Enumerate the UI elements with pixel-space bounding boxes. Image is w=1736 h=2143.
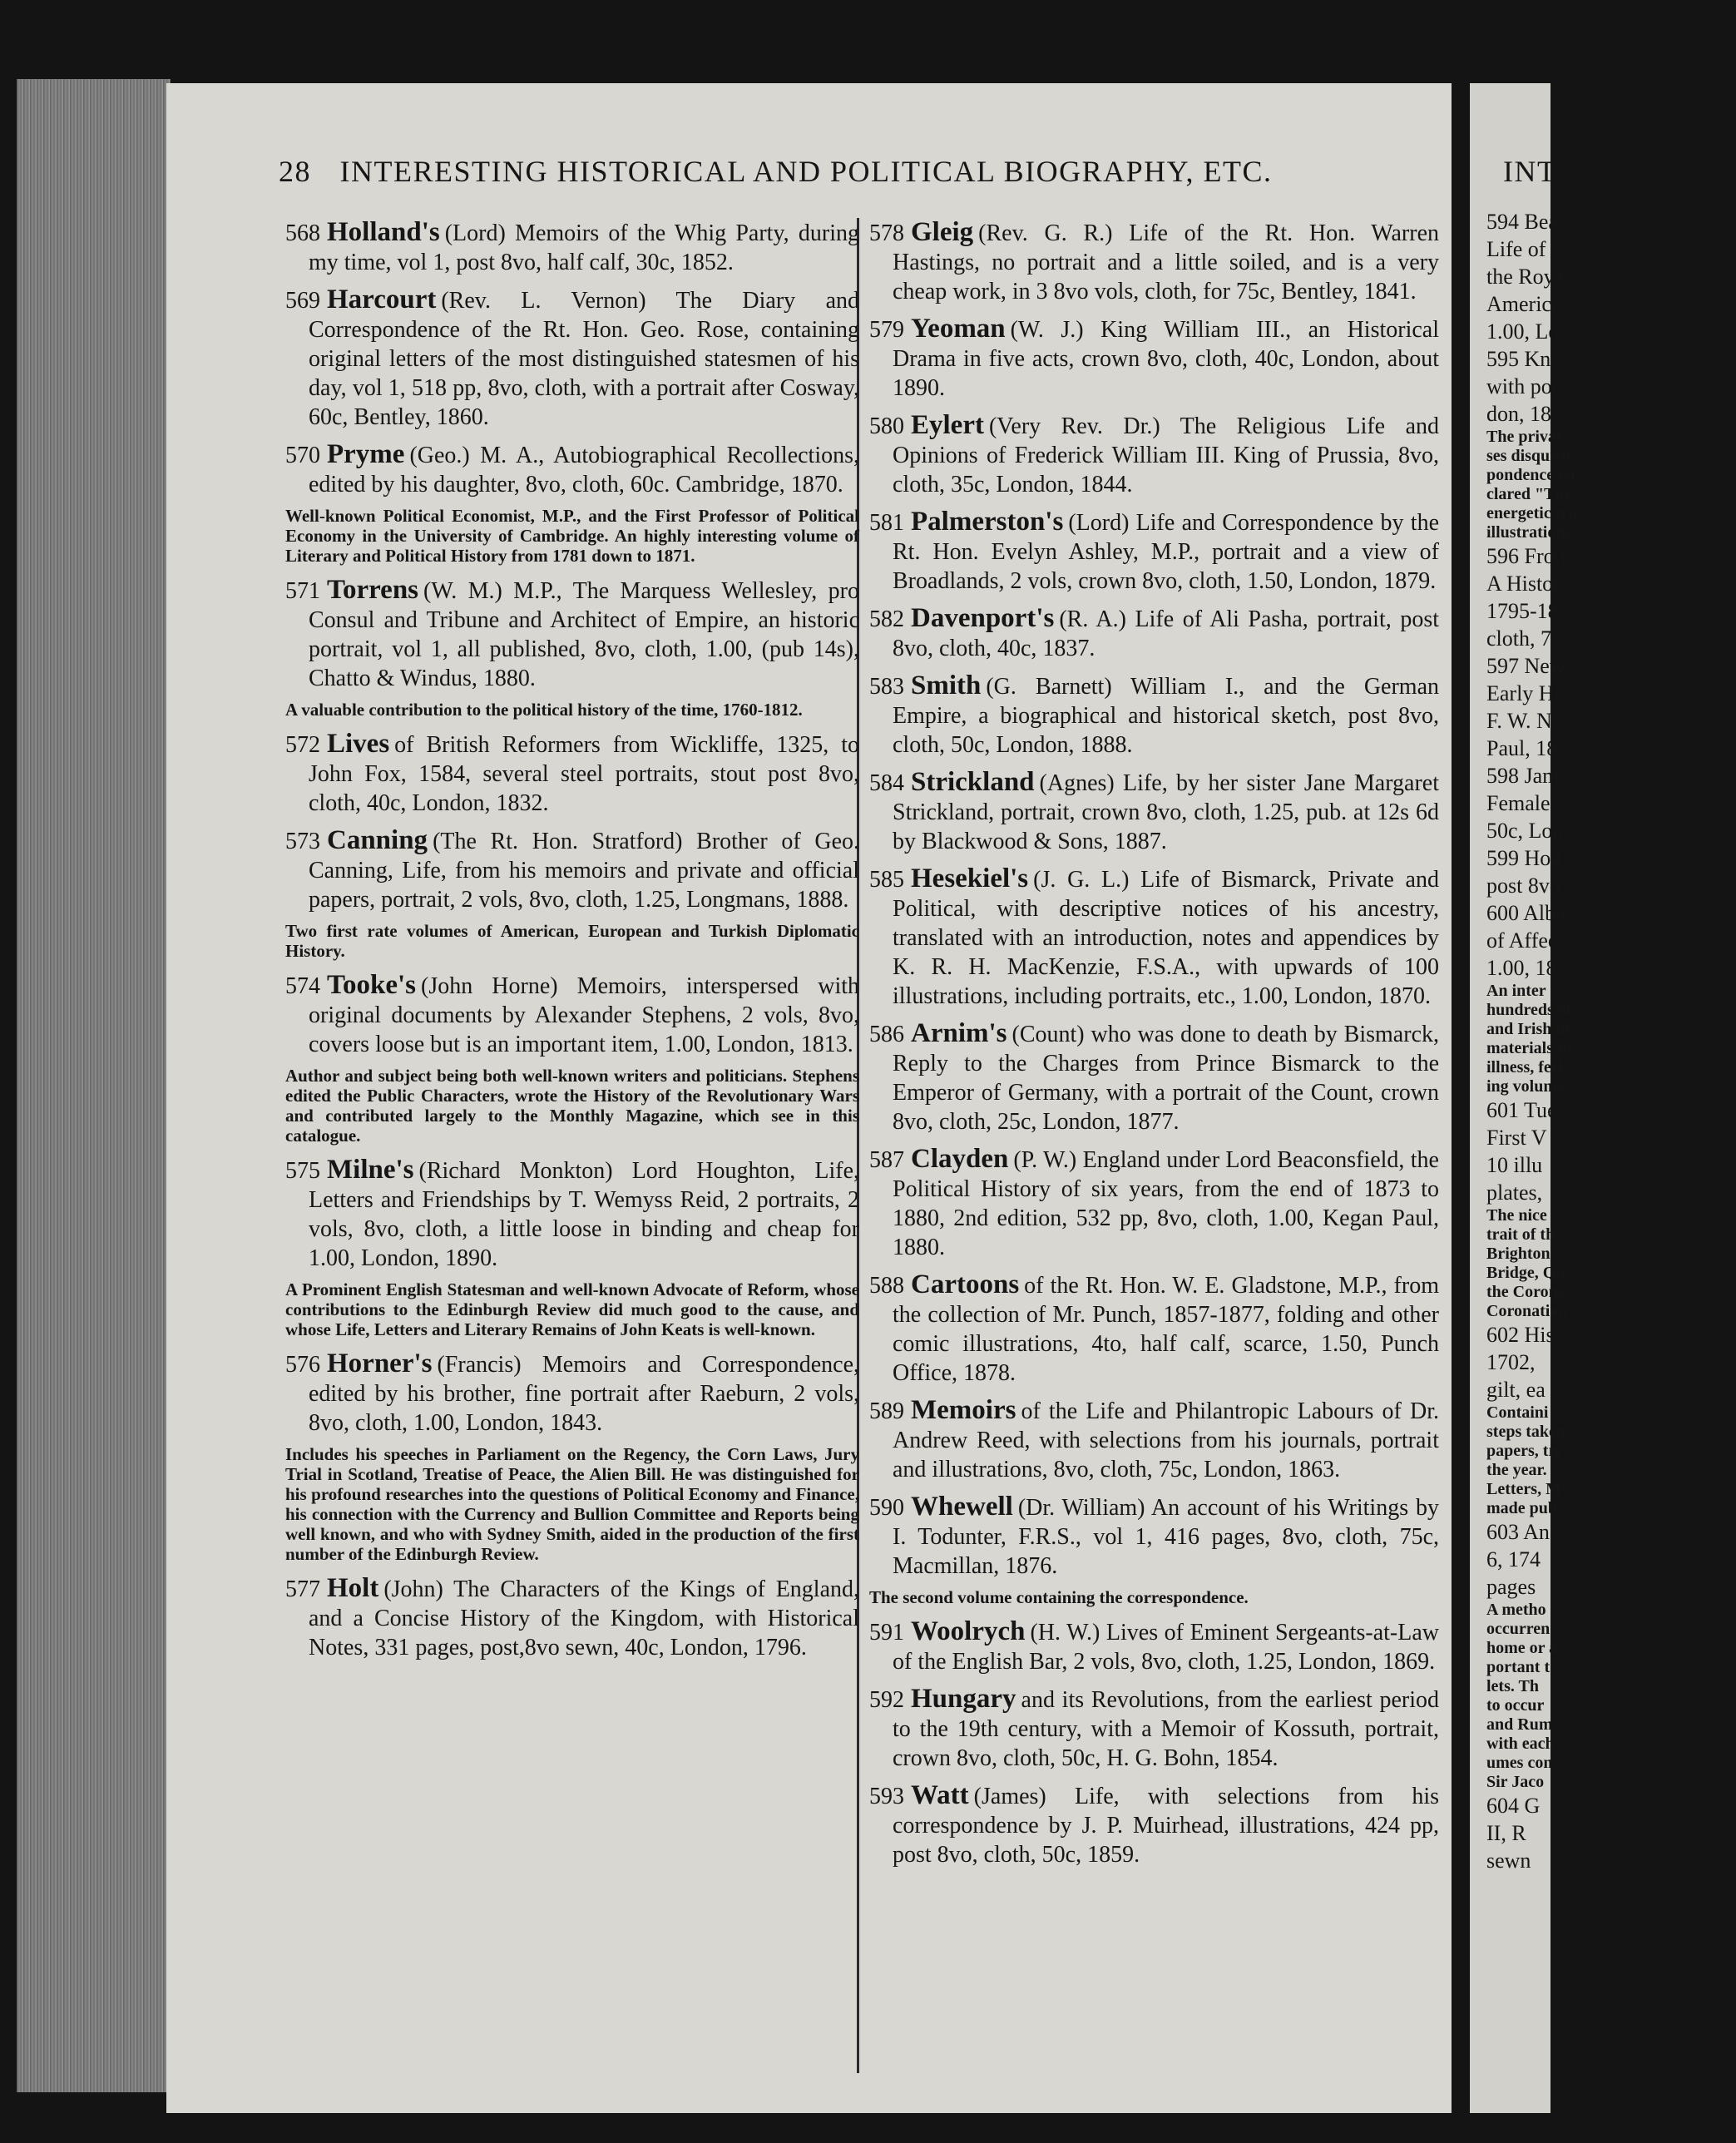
entry-name: Tooke's — [327, 970, 416, 1000]
facing-page-line: and Rum — [1486, 1715, 1553, 1734]
facing-page-line: 599 Hod — [1486, 846, 1562, 870]
facing-page-line: First V — [1486, 1126, 1547, 1150]
catalogue-entry — [869, 314, 1439, 403]
facing-page-line: materials fo — [1486, 1039, 1571, 1057]
facing-page-line: occurrenc — [1486, 1620, 1558, 1638]
entry-description: (James) Life, with selections from his correspondence by J. P. Muirhead, illustrations, 424 pp, post 8vo, cloth, 50c, 1859. — [893, 1784, 1439, 1868]
facing-page-line: The nice — [1486, 1206, 1547, 1225]
facing-page-line: Letters, M — [1486, 1480, 1561, 1498]
facing-page-line: II, R — [1486, 1821, 1526, 1845]
facing-page-line: 603 An — [1486, 1520, 1550, 1544]
entry-number: 579 — [869, 317, 904, 343]
entry-number: 569 — [285, 288, 320, 314]
catalogue-entry — [285, 971, 859, 1059]
facing-page-line: and Irish ne — [1486, 1020, 1573, 1038]
entry-description: of British Reformers from Wickliffe, 1325, to John Fox, 1584, several steel portraits, stout post 8vo, cloth, 40c, London, 1832. — [309, 732, 859, 816]
entry-description: (Lord) Memoirs of the Whig Party, during my time, vol 1, post 8vo, half calf, 30c, 1852. — [309, 220, 859, 275]
facing-page-line: Early H — [1486, 681, 1555, 705]
entry-name: Lives — [327, 729, 390, 759]
entry-number: 568 — [285, 220, 320, 246]
catalogue-entry — [869, 1617, 1439, 1676]
entry-name: Holt — [327, 1573, 379, 1603]
facing-page-line: the year. — [1486, 1461, 1547, 1479]
entry-description: (The Rt. Hon. Stratford) Brother of Geo. Canning, Life, from his memoirs and private and official papers, portrait, 2 vols, 8vo, cloth, 1.25, Longmans, 1888. — [309, 829, 859, 913]
entry-name: Horner's — [327, 1349, 433, 1378]
entry-name: Harcourt — [327, 285, 437, 314]
entry-number: 590 — [869, 1495, 904, 1521]
facing-page-line: 594 Bea — [1486, 210, 1558, 234]
facing-page-line: An inter — [1486, 982, 1546, 1000]
facing-page-line: plates, — [1486, 1180, 1543, 1205]
entry-description: (John) The Characters of the Kings of England, and a Concise History of the Kingdom, with Historical Notes, 331 pages, post,8vo sewn, 40c, London, 1796. — [309, 1576, 859, 1660]
entry-number: 581 — [869, 510, 904, 536]
facing-page — [1470, 83, 1578, 2113]
entry-description: (Francis) Memoirs and Correspondence, edited by his brother, fine portrait after Raeburn, 2 vols, 8vo, cloth, 1.00, London, 1843. — [309, 1352, 859, 1436]
entry-name: Hungary — [911, 1684, 1016, 1714]
facing-page-line: of Affec — [1486, 928, 1558, 953]
entry-description: (Lord) Life and Correspondence by the Rt. Hon. Evelyn Ashley, M.P., portrait and a view of Broadlands, 2 vols, crown 8vo, cloth, 1.50, London, 1879. — [893, 510, 1439, 594]
entry-name: Memoirs — [911, 1395, 1016, 1425]
facing-page-line: clared "The — [1486, 485, 1572, 503]
entry-number: 574 — [285, 973, 320, 999]
entry-description: of the Life and Philantropic Labours of Dr. Andrew Reed, with selections from his journals, portrait and illustrations, 8vo, cloth, 75c, London, 1863. — [893, 1398, 1439, 1482]
facing-page-line: to occur — [1486, 1696, 1545, 1715]
facing-page-line: the Roya — [1486, 265, 1565, 289]
entry-name: Gleig — [911, 217, 974, 247]
entry-description: (W. J.) King William III., an Historical Drama in five acts, crown 8vo, cloth, 40c, London, about 1890. — [893, 317, 1439, 401]
entry-description: (G. Barnett) William I., and the German Empire, a biographical and historical sketch, post 8vo, cloth, 50c, London, 1888. — [893, 674, 1439, 758]
entry-description: (Rev. G. R.) Life of the Rt. Hon. Warren Hastings, no portrait and a little soiled, and is a very cheap work, in 3 8vo vols, cloth, for 75c, Bentley, 1841. — [893, 220, 1439, 304]
catalogue-entry — [869, 1396, 1439, 1484]
catalogue-entry — [869, 864, 1439, 1011]
book-page-edges — [17, 79, 171, 2092]
entry-name: Watt — [911, 1780, 969, 1810]
facing-page-header: INT — [1503, 155, 1557, 188]
facing-page-line: 604 G — [1486, 1794, 1541, 1818]
catalogue-entry — [285, 218, 859, 277]
right-column — [869, 218, 1439, 1878]
entry-description: (H. W.) Lives of Eminent Sergeants-at-Law of the English Bar, 2 vols, 8vo, cloth, 1.25, London, 1869. — [893, 1620, 1439, 1675]
entry-name: Eylert — [911, 410, 984, 440]
entry-number: 582 — [869, 606, 904, 632]
catalogue-entry — [285, 826, 859, 914]
catalogue-entry — [869, 1270, 1439, 1388]
facing-page-line: ses disquisit — [1486, 447, 1571, 465]
catalogue-entry — [869, 1019, 1439, 1136]
facing-page-line: 595 Kno — [1486, 347, 1562, 371]
facing-page-line: made pub — [1486, 1499, 1558, 1517]
entry-name: Holland's — [327, 217, 440, 247]
facing-page-line: 10 illu — [1486, 1153, 1543, 1177]
entry-description: of the Rt. Hon. W. E. Gladstone, M.P., from the collection of Mr. Punch, 1857-1877, folding and other comic illustrations, 4to, half calf, scarce, 1.50, Punch Office, 1878. — [893, 1273, 1439, 1386]
facing-page-line: Bridge, Qu — [1486, 1264, 1565, 1282]
entry-description: (Dr. William) An account of his Writings by I. Todunter, F.R.S., vol 1, 416 pages, 8vo, cloth, 75c, Macmillan, 1876. — [893, 1495, 1439, 1579]
facing-page-line: hundreds of — [1486, 1001, 1572, 1019]
catalogue-entry — [869, 1781, 1439, 1869]
entry-description: (Very Rev. Dr.) The Religious Life and Opinions of Frederick William III. King of Prussia, 8vo, cloth, 35c, London, 1844. — [893, 413, 1439, 497]
entry-number: 587 — [869, 1147, 904, 1173]
entry-note: Two first rate volumes of American, European and Turkish Diplomatic History. — [285, 921, 859, 961]
facing-page-line: papers, tre — [1486, 1442, 1563, 1460]
entry-name: Smith — [911, 671, 982, 700]
book-gutter — [1452, 83, 1470, 2113]
catalogue-entry — [285, 285, 859, 432]
entry-name: Whewell — [911, 1492, 1013, 1522]
entry-note: A valuable contribution to the political history of the time, 1760-1812. — [285, 700, 803, 720]
entry-name: Strickland — [911, 767, 1035, 797]
entry-name: Canning — [327, 825, 428, 855]
left-column — [285, 218, 859, 1670]
catalogue-entry — [869, 604, 1439, 663]
entry-description: (P. W.) England under Lord Beaconsfield, the Political History of six years, from the end of 1873 to 1880, 2nd edition, 532 pp, 8vo, cloth, 1.00, Kegan Paul, 1880. — [893, 1147, 1439, 1260]
entry-description: (R. A.) Life of Ali Pasha, portrait, post 8vo, cloth, 40c, 1837. — [893, 606, 1439, 661]
facing-page-line: A Histor — [1486, 572, 1560, 596]
facing-page-line: the Corona — [1486, 1283, 1566, 1301]
entry-number: 575 — [285, 1158, 320, 1184]
facing-page-line: portant t — [1486, 1658, 1551, 1676]
facing-page-line: home or a — [1486, 1639, 1558, 1657]
facing-page-line: lets. Th — [1486, 1677, 1539, 1695]
entry-name: Hesekiel's — [911, 864, 1029, 893]
entry-number: 578 — [869, 220, 904, 246]
entry-number: 573 — [285, 829, 320, 854]
facing-page-line: with each — [1486, 1735, 1555, 1753]
facing-page-line: gilt, ea — [1486, 1378, 1546, 1402]
facing-page-line: 602 His — [1486, 1323, 1555, 1347]
entry-number: 585 — [869, 867, 904, 893]
page-number: 28 — [279, 155, 311, 188]
facing-page-line: The privat — [1486, 428, 1562, 446]
facing-page-line: post 8vo — [1486, 874, 1560, 898]
entry-name: Palmerston's — [911, 507, 1064, 537]
catalogue-entry — [869, 411, 1439, 499]
entry-description: (W. M.) M.P., The Marquess Wellesley, pro Consul and Tribune and Architect of Empire, an historic portrait, vol 1, all published, 8vo, cloth, 1.00, (pub 14s), Chatto & Windus, 1880. — [309, 578, 859, 691]
entry-name: Milne's — [327, 1155, 414, 1185]
catalogue-entry — [285, 1574, 859, 1662]
catalogue-entry — [869, 1492, 1439, 1581]
facing-page-line: 598 Jam — [1486, 764, 1560, 788]
entry-number: 593 — [869, 1784, 904, 1809]
entry-number: 571 — [285, 578, 320, 604]
catalogue-entry — [285, 730, 859, 818]
entry-description: and its Revolutions, from the earliest period to the 19th century, with a Memoir of Kossuth, portrait, crown 8vo, cloth, 50c, H. G. Bohn, 1854. — [893, 1687, 1439, 1771]
entry-number: 586 — [869, 1022, 904, 1047]
catalogue-entry — [869, 1685, 1439, 1773]
entry-number: 577 — [285, 1576, 320, 1602]
facing-page-line: sewn — [1486, 1849, 1531, 1873]
facing-page-line: Brighton, — [1486, 1245, 1555, 1263]
entry-name: Davenport's — [911, 603, 1055, 633]
facing-page-line: Sir Jaco — [1486, 1773, 1545, 1791]
entry-number: 592 — [869, 1687, 904, 1713]
page-header — [279, 154, 1460, 189]
facing-page-line: F. W. N — [1486, 709, 1552, 733]
facing-page-line: energetic tru — [1486, 504, 1578, 522]
entry-note: Well-known Political Economist, M.P., and the First Professor of Political Economy in the University of Cambridge. An highly interesting volume of Literary and Political History from 1781 down to 1871. — [285, 506, 859, 566]
facing-page-line: with por — [1486, 374, 1560, 398]
entry-description: (Count) who was done to death by Bismarck, Reply to the Charges from Prince Bismarck to the Emperor of Germany, with a portrait of the Count, crown 8vo, cloth, 25c, London, 1877. — [893, 1022, 1439, 1135]
entry-name: Woolrych — [911, 1616, 1026, 1646]
facing-page-line: illustrations — [1486, 523, 1572, 542]
facing-page-line: 50c, Lon — [1486, 819, 1564, 843]
facing-page-line: 597 New — [1486, 654, 1565, 678]
entry-name: Torrens — [327, 575, 419, 605]
page-title: INTERESTING HISTORICAL AND POLITICAL BIOGRAPHY, ETC. — [339, 155, 1273, 188]
catalogue-entry — [869, 1145, 1439, 1262]
entry-number: 572 — [285, 732, 320, 758]
entry-name: Cartoons — [911, 1269, 1020, 1299]
facing-page-line: Coronation — [1486, 1302, 1568, 1320]
entry-name: Pryme — [327, 439, 405, 469]
entry-description: (Rev. L. Vernon) The Diary and Correspondence of the Rt. Hon. Geo. Rose, containing original letters of the most distinguished statesmen of his day, vol 1, 518 pp, 8vo, cloth, with a portrait after Cosway, 60c, Bentley, 1860. — [309, 288, 859, 430]
facing-page-line: umes con — [1486, 1754, 1553, 1772]
entry-name: Yeoman — [911, 314, 1006, 344]
facing-page-line: 600 Albe — [1486, 901, 1565, 925]
facing-page-line: pages — [1486, 1575, 1536, 1599]
facing-page-line: America, — [1486, 292, 1567, 316]
facing-page-line: Female — [1486, 791, 1551, 815]
facing-page-line: 1.00, Lo — [1486, 319, 1560, 344]
entry-note: Includes his speeches in Parliament on the Regency, the Corn Laws, Jury Trial in Scotland, Treatise of Peace, the Alien Bill. He was distinguished for his profound researches into the questions of Political Economy and Finance, his connection with the Currency and Bullion Committee and Reports being well known, and who with Sydney Smith, aided in the production of the first number of the Edinburgh Review. — [285, 1444, 859, 1564]
facing-page-line: 601 Tue — [1486, 1098, 1557, 1122]
facing-page-line: A metho — [1486, 1601, 1546, 1619]
entry-description: (J. G. L.) Life of Bismarck, Private and Political, with descriptive notices of his ancestry, translated with an introduction, notes and appendices by K. R. H. MacKenzie, F.S.A., with upwards of 100 illustrations, including portraits, etc., 1.00, London, 1870. — [893, 867, 1439, 1009]
catalogue-entry — [869, 768, 1439, 856]
catalogue-entry — [285, 1349, 859, 1438]
entry-name: Clayden — [911, 1144, 1009, 1174]
facing-page-line: 6, 174 — [1486, 1547, 1541, 1571]
facing-page-line: Paul, 18 — [1486, 736, 1558, 760]
entry-note: Author and subject being both well-known writers and politicians. Stephens edited the Public Characters, wrote the History of the Revolutionary Wars and contributed largely to the Monthly Magazine, which see in this catalogue. — [285, 1066, 859, 1146]
facing-page-line: 1.00, 18 — [1486, 956, 1557, 980]
facing-page-line: don, 18 — [1486, 402, 1551, 426]
entry-note: A Prominent English Statesman and well-known Advocate of Reform, whose contributions to the Edinburgh Review did much good to the cause, and whose Life, Letters and Literary Remains of John Keats is well-known. — [285, 1279, 859, 1339]
entry-number: 588 — [869, 1273, 904, 1299]
facing-page-line: Containi — [1486, 1403, 1549, 1422]
entry-number: 591 — [869, 1620, 904, 1646]
entry-number: 580 — [869, 413, 904, 439]
facing-page-line: 596 Frou — [1486, 544, 1565, 568]
catalogue-entry — [869, 218, 1439, 306]
facing-page-line: 1795-18 — [1486, 599, 1559, 623]
facing-page-line: pondence wi — [1486, 466, 1575, 484]
catalogue-entry — [285, 576, 859, 693]
entry-description: (Agnes) Life, by her sister Jane Margaret Strickland, portrait, crown 8vo, cloth, 1.25, pub. at 12s 6d by Blackwood & Sons, 1887. — [893, 770, 1439, 854]
entry-note: The second volume containing the correspondence. — [869, 1587, 1249, 1607]
facing-page-text — [1486, 208, 1736, 1874]
entry-number: 570 — [285, 443, 320, 468]
entry-number: 583 — [869, 674, 904, 700]
entry-description: (Geo.) M. A., Autobiographical Recollections, edited by his daughter, 8vo, cloth, 60c. Cambridge, 1870. — [309, 443, 859, 497]
catalogue-entry — [285, 440, 859, 499]
facing-page-line: illness, feel — [1486, 1058, 1564, 1076]
entry-number: 584 — [869, 770, 904, 796]
entry-number: 576 — [285, 1352, 320, 1378]
catalogue-entry — [285, 1156, 859, 1273]
facing-page-line: Life of S — [1486, 237, 1564, 261]
entry-name: Arnim's — [911, 1018, 1007, 1048]
facing-page-line: trait of th — [1486, 1225, 1555, 1244]
facing-page-line: cloth, 7 — [1486, 626, 1551, 651]
facing-page-line: 1702, — [1486, 1350, 1536, 1374]
entry-description: (John Horne) Memoirs, interspersed with original documents by Alexander Stephens, 2 vols, 8vo, covers loose but is an important item, 1.00, London, 1813. — [309, 973, 859, 1057]
entry-description: (Richard Monkton) Lord Houghton, Life, Letters and Friendships by T. Wemyss Reid, 2 portraits, 2 vols, 8vo, cloth, a little loose in binding and cheap for 1.00, London, 1890. — [309, 1158, 859, 1271]
facing-page-line: ing volume — [1486, 1077, 1565, 1096]
catalogue-entry — [869, 671, 1439, 760]
entry-number: 589 — [869, 1398, 904, 1424]
facing-page-line: steps taken — [1486, 1423, 1566, 1441]
catalogue-entry — [869, 507, 1439, 596]
